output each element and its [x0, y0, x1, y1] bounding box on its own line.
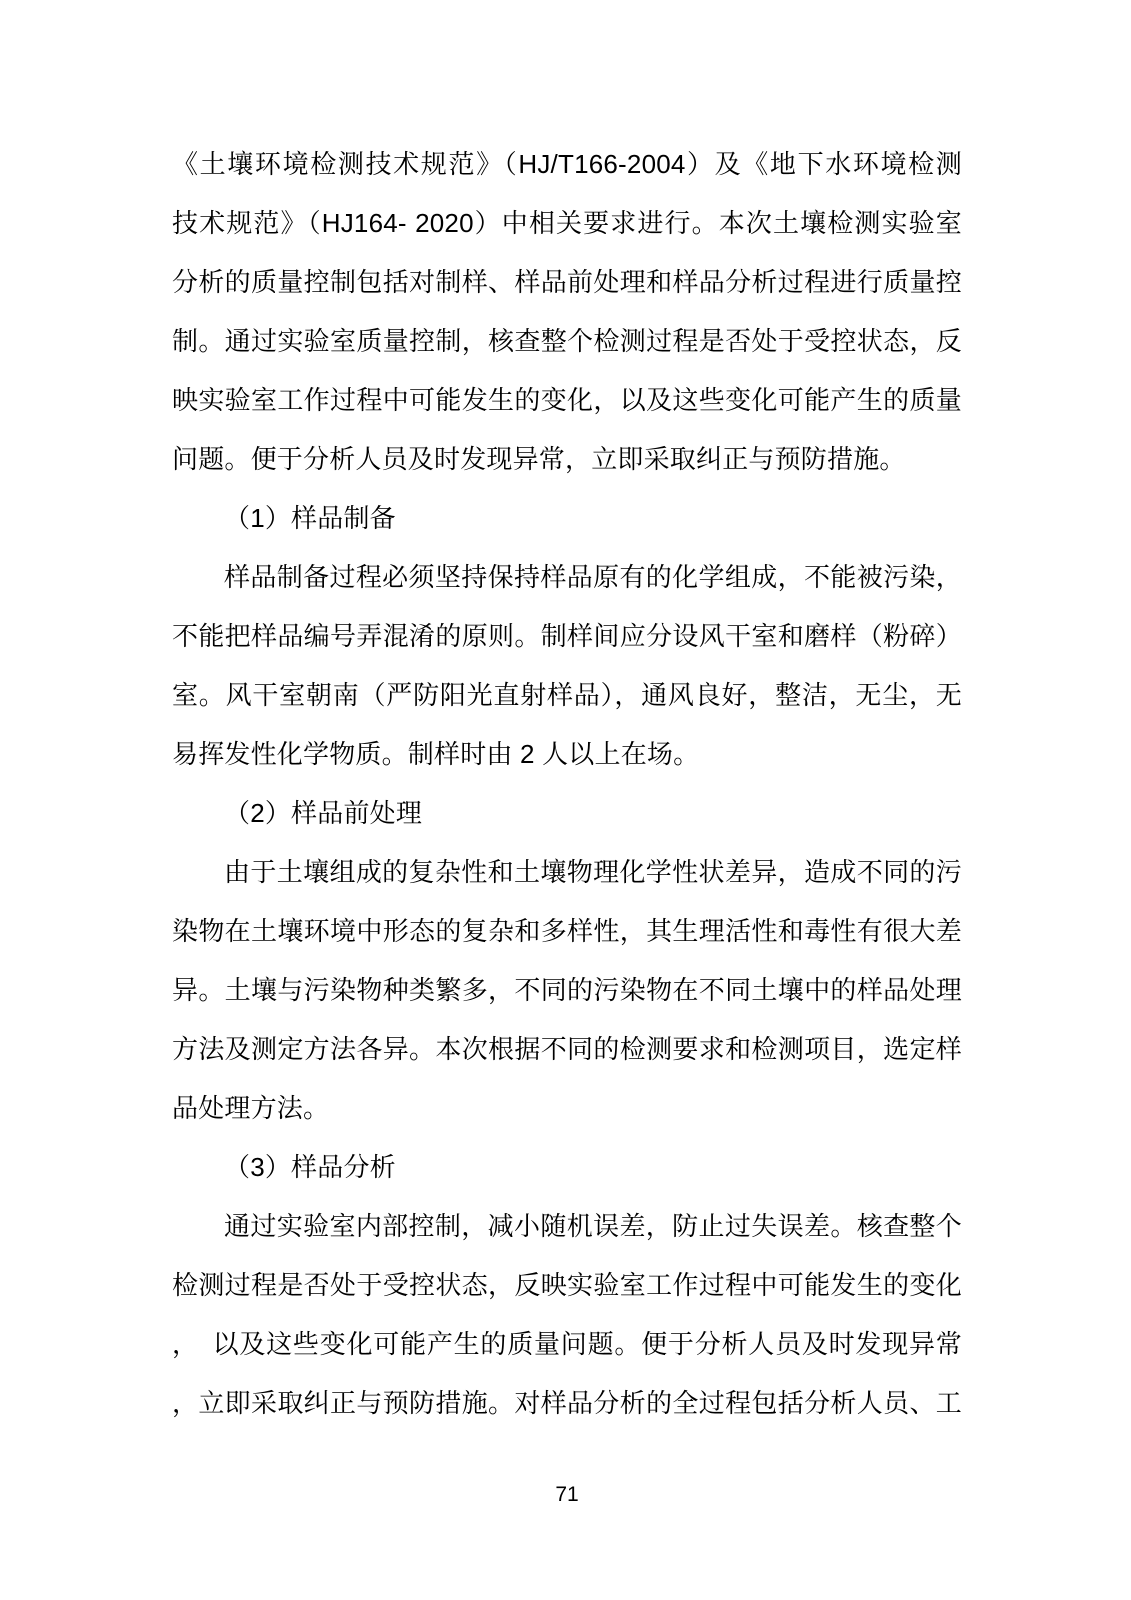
text-line: 不能把样品编号弄混淆的原则。制样间应分设风干室和磨样（粉碎） [172, 621, 962, 651]
text-block [172, 135, 962, 1433]
text-line: 通过实验室内部控制，减小随机误差，防止过失误差。核查整个 [224, 1211, 962, 1241]
text-line: 映实验室工作过程中可能发生的变化，以及这些变化可能产生的质量 [172, 385, 962, 415]
text-line: 染物在土壤环境中形态的复杂和多样性，其生理活性和毒性有很大差 [172, 916, 962, 946]
text-line: ， 以及这些变化可能产生的质量问题。便于分析人员及时发现异常 [172, 1329, 962, 1359]
text-line: 由于土壤组成的复杂性和土壤物理化学性状差异，造成不同的污 [224, 857, 962, 887]
text-line: 样品制备过程必须坚持保持样品原有的化学组成，不能被污染， [224, 562, 962, 592]
text-line: （2）样品前处理 [224, 798, 423, 828]
text-line: （1）样品制备 [224, 503, 396, 533]
page-number: 71 [555, 1483, 579, 1506]
text-line: 制。通过实验室质量控制，核查整个检测过程是否处于受控状态，反 [172, 326, 962, 356]
text-line: 技术规范》（HJ164- 2020）中相关要求进行。本次土壤检测实验室 [172, 208, 962, 238]
text-line: 室。风干室朝南（严防阳光直射样品），通风良好，整洁，无尘，无 [172, 680, 962, 710]
text-line: 易挥发性化学物质。制样时由 2 人以上在场。 [172, 739, 700, 769]
text-line: 品处理方法。 [172, 1093, 330, 1123]
text-line: 问题。便于分析人员及时发现异常，立即采取纠正与预防措施。 [172, 444, 906, 474]
text-line: 《土壤环境检测技术规范》（HJ/T166-2004）及《地下水环境检测 [172, 149, 962, 179]
text-line: （3）样品分析 [224, 1152, 396, 1182]
text-line: 方法及测定方法各异。本次根据不同的检测要求和检测项目，选定样 [172, 1034, 962, 1064]
text-line: 检测过程是否处于受控状态，反映实验室工作过程中可能发生的变化 [172, 1270, 962, 1300]
text-line: ，立即采取纠正与预防措施。对样品分析的全过程包括分析人员、工 [172, 1388, 962, 1418]
text-line: 分析的质量控制包括对制样、样品前处理和样品分析过程进行质量控 [172, 267, 962, 297]
text-line: 异。土壤与污染物种类繁多，不同的污染物在不同土壤中的样品处理 [172, 975, 962, 1005]
